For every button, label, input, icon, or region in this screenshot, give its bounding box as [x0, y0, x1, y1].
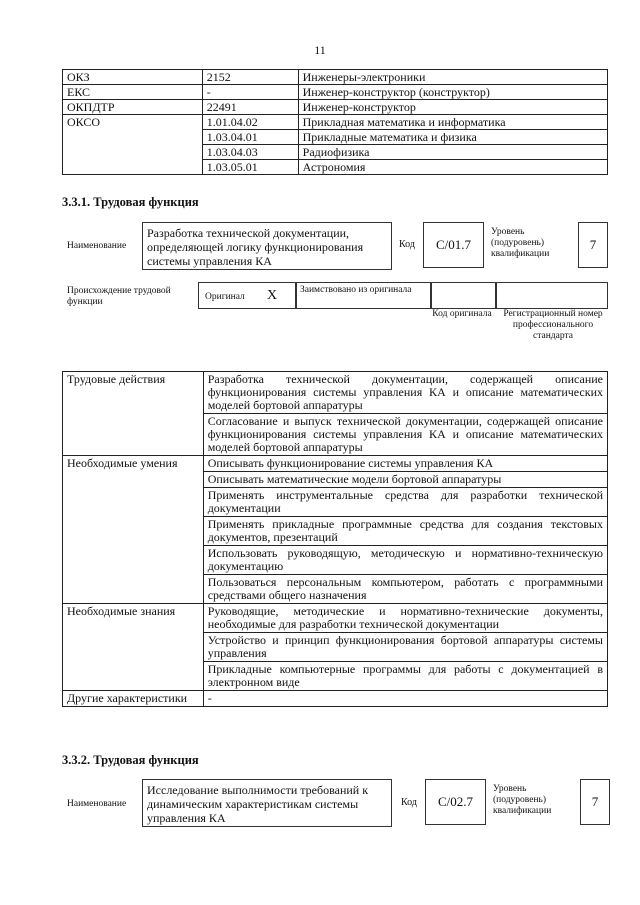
list-item: Согласование и выпуск технической документации, содержащей описание функционирования системы управления КА и описание математических моделей бортовой аппаратуры	[203, 414, 607, 456]
original-label: Оригинал	[205, 292, 245, 302]
function-name: Исследование выполнимости требований к динамическим характеристикам системы управления КА	[142, 779, 392, 827]
classifier-code: ОКПДТР	[63, 100, 203, 115]
labor-function-table	[62, 371, 608, 707]
list-item: Применять инструментальные средства для разработки технической документации	[203, 488, 607, 517]
list-item: Прикладные компьютерные программы для работы с документацией в электронном виде	[203, 662, 607, 691]
list-item: Описывать функционирование системы управления КА	[203, 456, 607, 472]
classifier-name: Прикладная математика и информатика	[298, 115, 607, 130]
code-label: Код	[399, 239, 415, 250]
classifier-value: 1.03.04.01	[202, 130, 298, 145]
other-header: Другие характеристики	[63, 691, 204, 707]
knowledge-header: Необходимые знания	[63, 604, 204, 691]
list-item: Устройство и принцип функционирования бортовой аппаратуры системы управления	[203, 633, 607, 662]
list-item: -	[203, 691, 607, 707]
divider	[430, 282, 432, 309]
section-title: 3.3.2. Трудовая функция	[62, 753, 199, 767]
name-label: Наименование	[67, 799, 127, 809]
classifier-value: 2152	[202, 70, 298, 85]
function-code: С/02.7	[425, 779, 486, 825]
level-label: Уровень (подуровень) квалификации	[491, 227, 550, 259]
code-label: Код	[401, 797, 417, 808]
table-row	[63, 456, 608, 472]
classifier-code: ЕКС	[63, 85, 203, 100]
borrowed-label: Заимствовано из оригинала	[300, 285, 412, 295]
divider	[495, 282, 497, 309]
table-row	[63, 70, 608, 85]
original-mark: X	[267, 288, 278, 303]
name-label: Наименование	[67, 241, 127, 251]
list-item: Описывать математические модели бортовой аппаратуры	[203, 472, 607, 488]
list-item: Использовать руководящую, методическую и нормативно-техническую документацию	[203, 546, 607, 575]
classifier-code: ОКЗ	[63, 70, 203, 85]
divider	[295, 282, 297, 309]
labor-actions-header: Трудовые действия	[63, 372, 204, 456]
skills-header: Необходимые умения	[63, 456, 204, 604]
classifier-value: 22491	[202, 100, 298, 115]
level-label: Уровень (подуровень) квалификации	[493, 784, 552, 816]
classifier-code: ОКСО	[63, 115, 203, 175]
classifier-table	[62, 69, 608, 175]
qualification-level: 7	[578, 222, 608, 268]
table-row	[63, 85, 608, 100]
classifier-name: Радиофизика	[298, 145, 607, 160]
list-item: Разработка технической документации, содержащей описание функционирования системы управления КА и описание математических моделей бортовой аппаратуры	[203, 372, 607, 414]
classifier-name: Инженеры-электроники	[298, 70, 607, 85]
table-row	[63, 604, 608, 633]
function-code: С/01.7	[423, 222, 484, 268]
classifier-name: Прикладные математика и физика	[298, 130, 607, 145]
classifier-name: Инженер-конструктор	[298, 100, 607, 115]
reg-number-label: Регистрационный номер профессионального стандарта	[503, 309, 603, 341]
classifier-name: Астрономия	[298, 160, 607, 175]
classifier-name: Инженер-конструктор (конструктор)	[298, 85, 607, 100]
origin-label: Происхождение трудовой функции	[67, 286, 171, 307]
classifier-value: 1.03.04.03	[202, 145, 298, 160]
function-name: Разработка технической документации, определяющей логику функционирования системы управления КА	[142, 222, 392, 270]
list-item: Пользоваться персональным компьютером, работать с программными средствами общего назначения	[203, 575, 607, 604]
table-row	[63, 691, 608, 707]
table-row	[63, 100, 608, 115]
table-row	[63, 372, 608, 414]
list-item: Руководящие, методические и нормативно-технические документы, необходимые для разработки технической документации	[203, 604, 607, 633]
orig-code-label: Код оригинала	[432, 309, 492, 319]
classifier-value: 1.01.04.02	[202, 115, 298, 130]
classifier-value: -	[202, 85, 298, 100]
classifier-value: 1.03.05.01	[202, 160, 298, 175]
qualification-level: 7	[580, 779, 610, 825]
page-number: 11	[314, 43, 326, 57]
section-title: 3.3.1. Трудовая функция	[62, 195, 199, 209]
table-row	[63, 115, 608, 130]
list-item: Применять прикладные программные средства для создания текстовых документов, презентаций	[203, 517, 607, 546]
